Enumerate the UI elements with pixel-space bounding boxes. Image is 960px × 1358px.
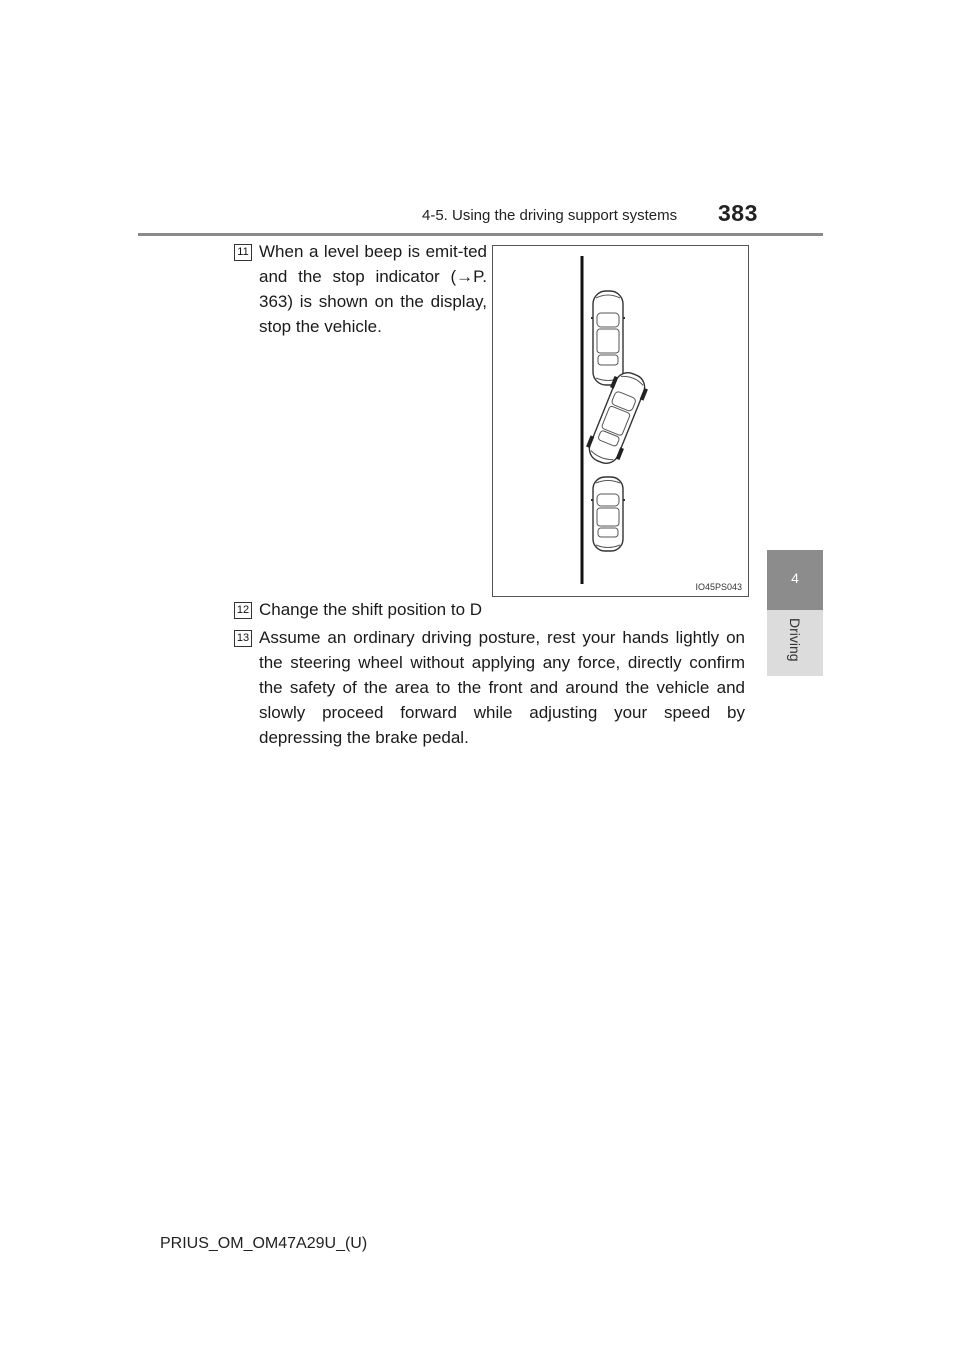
step-text-11: When a level beep is emit-ted and the stop indicator (→P. 363) is shown on the display, stop the vehicle. bbox=[259, 242, 487, 336]
car-rear-icon bbox=[591, 477, 625, 551]
step-number-13: 13 bbox=[234, 630, 252, 647]
section-title: 4-5. Using the driving support systems bbox=[422, 207, 678, 224]
document-id: PRIUS_OM_OM47A29U_(U) bbox=[160, 1235, 368, 1252]
chapter-number: 4 bbox=[791, 570, 799, 586]
step-text-13: Assume an ordinary driving posture, rest your hands lightly on the steering wheel without applying any force, directly confirm the safety of the area to the front and around the vehicle and slowly proceed forward while adjusting your speed by depressing the brake pedal. bbox=[259, 628, 745, 747]
car-front-icon bbox=[591, 291, 625, 385]
page-number: 383 bbox=[718, 200, 758, 226]
chapter-label: Driving bbox=[787, 618, 803, 662]
step-number-12: 12 bbox=[234, 602, 252, 619]
car-maneuvering-icon bbox=[583, 368, 652, 469]
parking-diagram bbox=[492, 245, 749, 597]
step-number-11: 11 bbox=[234, 244, 252, 261]
header-divider bbox=[138, 233, 823, 236]
chapter-tab bbox=[767, 550, 823, 610]
figure-code: IO45PS043 bbox=[695, 582, 742, 592]
step-text-12: Change the shift position to D bbox=[259, 600, 483, 619]
